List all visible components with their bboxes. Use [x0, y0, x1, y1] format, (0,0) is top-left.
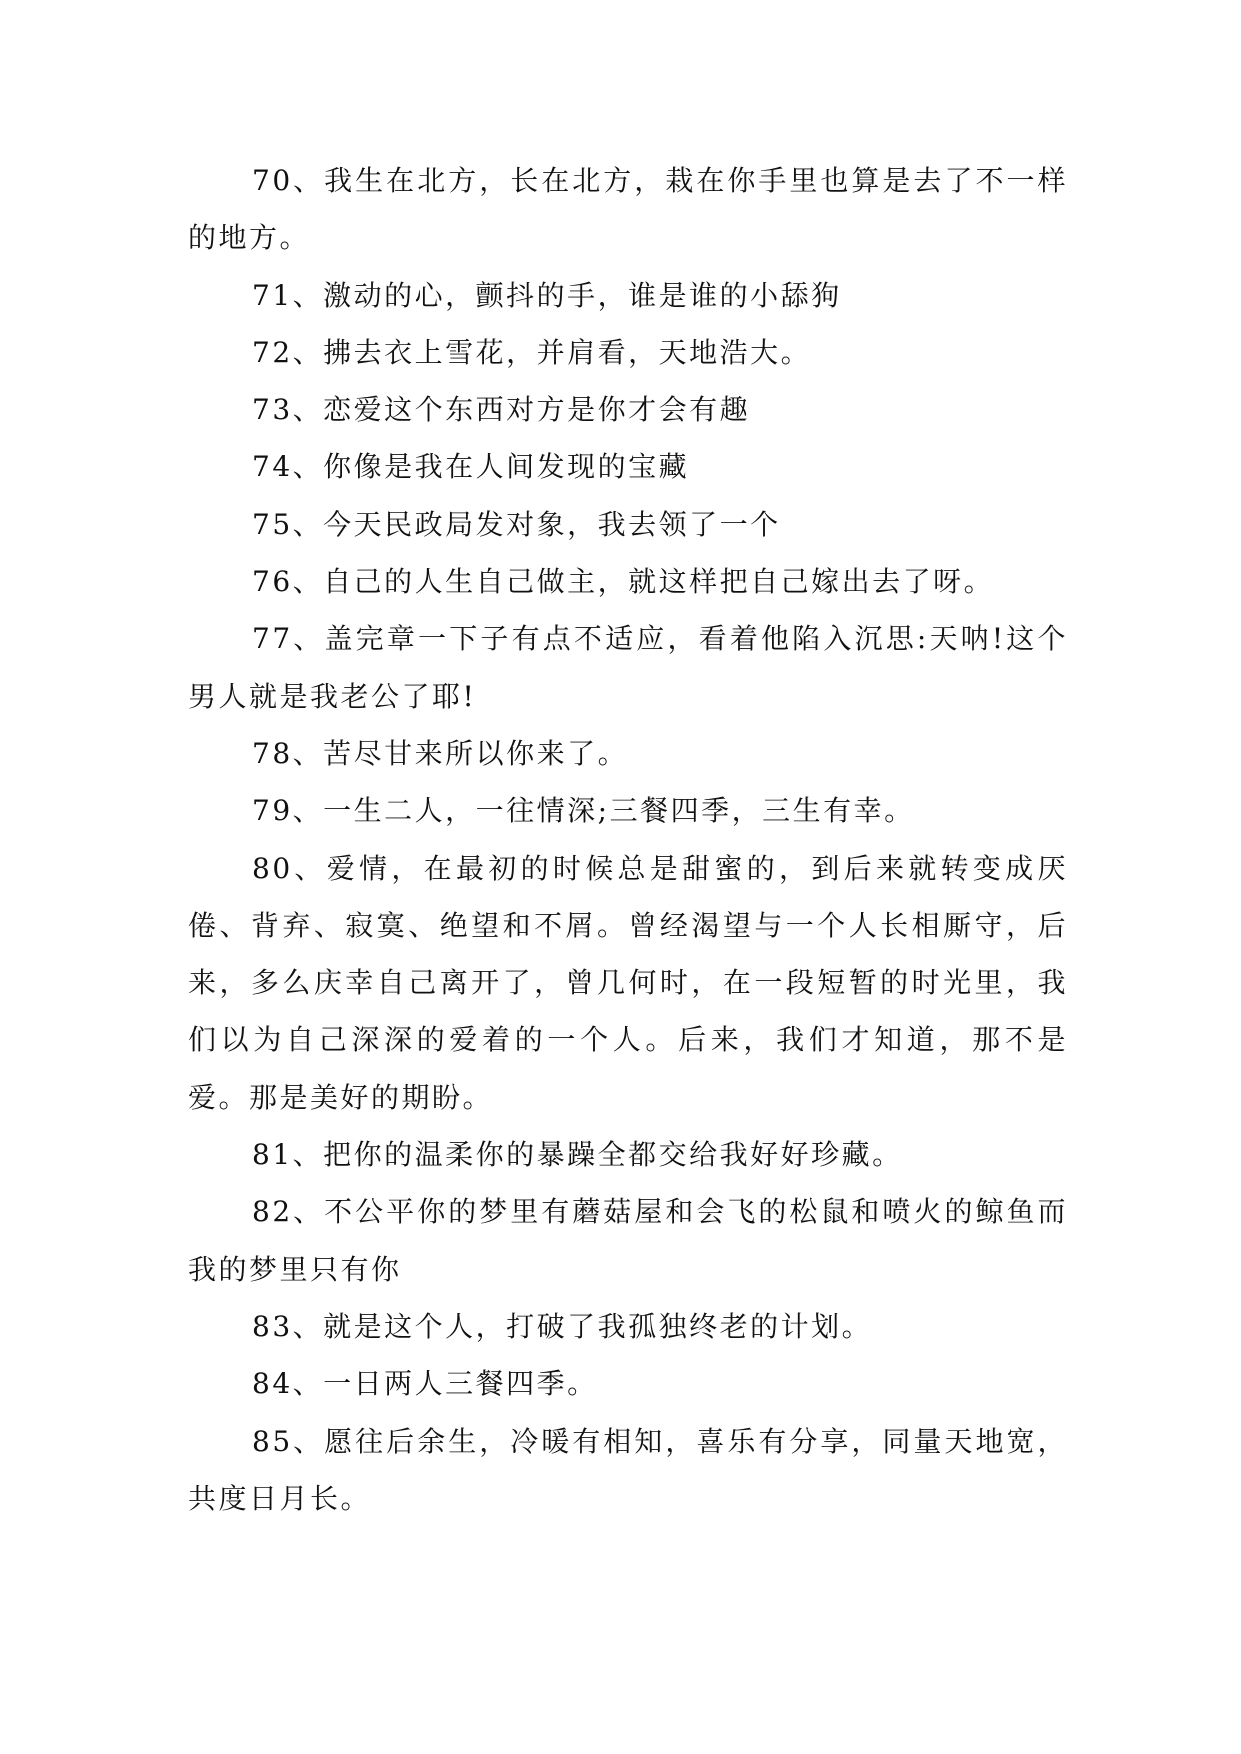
quote-paragraph: 76、自己的人生自己做主，就这样把自己嫁出去了呀。 — [252, 565, 995, 599]
quote-paragraph: 80、爱情，在最初的时候总是甜蜜的，到后来就转变成厌倦、背弃、寂寞、绝望和不屑。曾经渴望与一个人长相厮守，后来，多么庆幸自己离开了，曾几何时，在一段短暂的时光里，我们以为自己深深的爱着的一个人。后来，我们才知道，那不是爱。那是美好的期盼。 — [188, 851, 1068, 1114]
quote-paragraph: 74、你像是我在人间发现的宝藏 — [252, 450, 690, 484]
quote-paragraph: 83、就是这个人，打破了我孤独终老的计划。 — [252, 1309, 873, 1343]
quote-paragraph: 70、我生在北方，长在北方，栽在你手里也算是去了不一样的地方。 — [188, 164, 1068, 255]
quote-paragraph: 79、一生二人，一往情深;三餐四季，三生有幸。 — [252, 794, 915, 828]
document-page — [188, 152, 1068, 1527]
quote-paragraph: 72、拂去衣上雪花，并肩看，天地浩大。 — [252, 335, 812, 369]
quote-paragraph: 84、一日两人三餐四季。 — [252, 1367, 598, 1401]
quote-paragraph: 71、激动的心，颤抖的手，谁是谁的小舔狗 — [252, 278, 842, 312]
quote-paragraph: 75、今天民政局发对象，我去领了一个 — [252, 507, 781, 541]
quote-paragraph: 82、不公平你的梦里有蘑菇屋和会飞的松鼠和喷火的鲸鱼而我的梦里只有你 — [188, 1195, 1068, 1286]
quote-paragraph: 77、盖完章一下子有点不适应，看着他陷入沉思:天呐!这个男人就是我老公了耶! — [188, 622, 1068, 713]
quote-paragraph: 78、苦尽甘来所以你来了。 — [252, 736, 629, 770]
quote-paragraph: 73、恋爱这个东西对方是你才会有趣 — [252, 393, 751, 427]
quote-paragraph: 85、愿往后余生，冷暖有相知，喜乐有分享，同量天地宽，共度日月长。 — [188, 1424, 1068, 1515]
quote-paragraph: 81、把你的温柔你的暴躁全都交给我好好珍藏。 — [252, 1138, 903, 1172]
